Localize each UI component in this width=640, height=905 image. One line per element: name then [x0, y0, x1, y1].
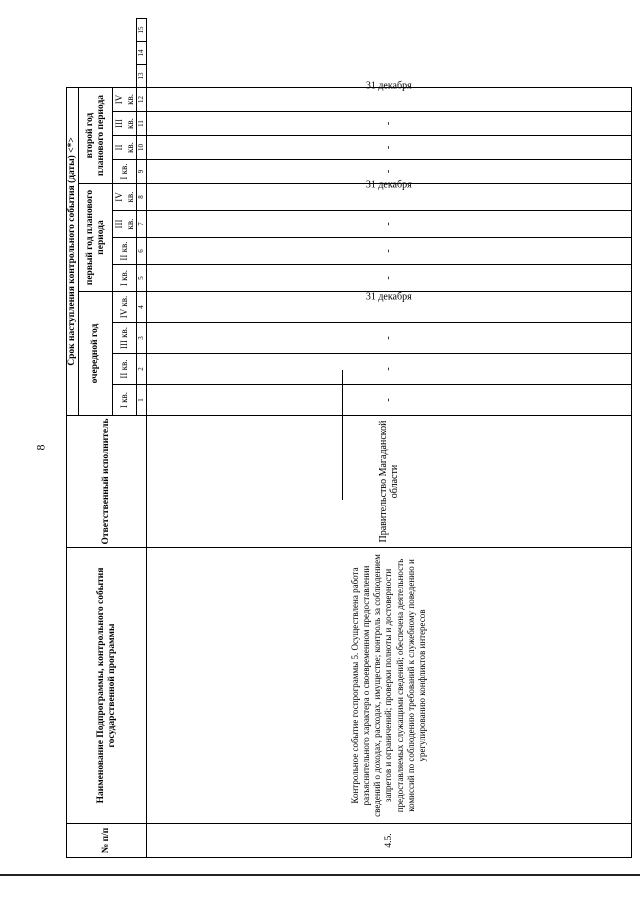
event-description: Контрольное событие госпрограммы 5. Осуществлена работа разъяснительного характера о своевременном предоставлении сведений о доходах, расходах, имуществе; контроль за соблюдением запретов и ограничений; проверки полноты и достоверности предоставляемых служащими сведений; обеспечена деятельность комиссий по соблюдению требований к служебному поведению и урегулированию конфликтов интересов [147, 548, 632, 824]
quarter-cell: - [147, 323, 632, 354]
column-number: 11 [137, 112, 147, 136]
table-row [147, 19, 632, 858]
column-number: 10 [137, 136, 147, 160]
date-label: 31 декабря [366, 179, 412, 191]
column-number: 6 [137, 238, 147, 265]
column-number: 5 [137, 265, 147, 292]
quarter-header: III кв. [113, 211, 137, 238]
date-label: 31 декабря [366, 80, 412, 92]
quarter-cell: - [147, 211, 632, 238]
page-number: 8 [33, 444, 48, 451]
quarter-cell: - [147, 385, 632, 416]
quarter-cell: - [147, 354, 632, 385]
column-number: 1 [137, 385, 147, 416]
header-deadline: Срок наступления контрольного события (даты) <*> [67, 87, 79, 415]
quarter-header: I кв. [113, 265, 137, 292]
header-year-current: очередной год [79, 292, 113, 416]
quarter-header: IV кв. [113, 87, 137, 111]
executor-cell: Правительство Магаданской области [147, 416, 632, 548]
header-year-plan1: первый год планового периода [79, 184, 113, 292]
quarter-date-cell [147, 179, 632, 211]
column-number: 13 [137, 64, 147, 87]
quarter-cell: - [147, 112, 632, 136]
column-number: 9 [137, 160, 147, 184]
column-number: 2 [137, 354, 147, 385]
column-number: 4 [137, 292, 147, 323]
column-number: 12 [137, 87, 147, 111]
header-executor: Ответственный исполнитель [67, 416, 147, 548]
header-num: № п/п [67, 824, 147, 858]
column-number: 14 [137, 42, 147, 65]
quarter-cell: - [147, 265, 632, 292]
control-events-table [66, 18, 632, 858]
column-number: 15 [137, 19, 147, 42]
quarter-header: II кв. [113, 136, 137, 160]
page-bottom-rule [0, 874, 640, 876]
header-year-plan2: второй год планового периода [79, 87, 113, 183]
quarter-date-cell [147, 80, 632, 111]
column-number: 8 [137, 184, 147, 211]
quarter-header: III кв. [113, 323, 137, 354]
quarter-cell: - [147, 238, 632, 265]
column-number: 7 [137, 211, 147, 238]
row-number: 4.5. [147, 824, 632, 858]
quarter-header: II кв. [113, 238, 137, 265]
date-label: 31 декабря [366, 291, 412, 303]
quarter-header: I кв. [113, 160, 137, 184]
quarter-cell: - [147, 136, 632, 160]
quarter-header: IV кв. [113, 184, 137, 211]
quarter-header: IV кв. [113, 292, 137, 323]
quarter-date-cell [147, 292, 632, 323]
rotated-table-container [66, 18, 632, 858]
quarter-header: III кв. [113, 112, 137, 136]
quarter-header: II кв. [113, 354, 137, 385]
column-number: 3 [137, 323, 147, 354]
quarter-header: I кв. [113, 385, 137, 416]
quarter-cell: - [147, 160, 632, 184]
header-name: Наименование Подпрограммы, контрольного события государственной программы [67, 548, 147, 824]
